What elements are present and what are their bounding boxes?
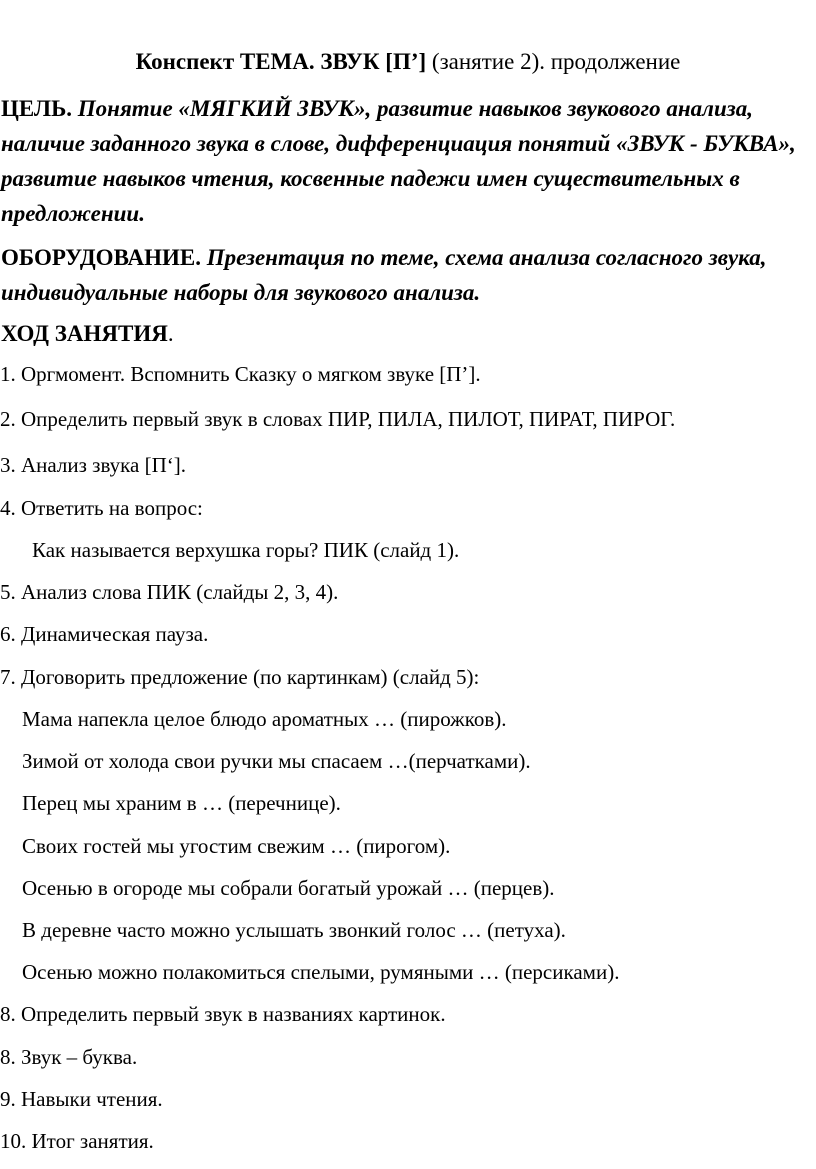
- list-item: 8. Определить первый звук в названиях картинок.: [0, 1002, 446, 1026]
- list-item: 4. Ответить на вопрос:: [0, 496, 203, 520]
- list-item: Зимой от холода свои ручки мы спасаем …(перчатками).: [22, 749, 531, 773]
- list-item: В деревне часто можно услышать звонкий голос … (петуха).: [22, 918, 566, 942]
- course-label: ХОД ЗАНЯТИЯ: [1, 321, 168, 346]
- title-rest-part: (занятие 2). продолжение: [426, 49, 681, 74]
- title-bold-part: Конспект ТЕМА. ЗВУК [П’]: [135, 49, 427, 74]
- list-item: Осенью в огороде мы собрали богатый урожай … (перцев).: [22, 876, 555, 900]
- goal-label: ЦЕЛЬ.: [1, 96, 78, 121]
- list-item: 8. Звук – буква.: [0, 1045, 138, 1069]
- list-item: 1. Оргмомент. Вспомнить Сказку о мягком звуке [П’].: [0, 362, 481, 386]
- list-item: 5. Анализ слова ПИК (слайды 2, 3, 4).: [0, 580, 339, 604]
- course-dot: .: [167, 321, 174, 346]
- list-item: Осенью можно полакомиться спелыми, румяными … (персиками).: [22, 960, 620, 984]
- course-heading: [1, 316, 806, 351]
- list-item: 9. Навыки чтения.: [0, 1087, 163, 1111]
- equipment-paragraph: [1, 240, 806, 310]
- list-item: Мама напекла целое блюдо ароматных … (пирожков).: [22, 707, 507, 731]
- document-title: [0, 44, 816, 80]
- equipment-label: ОБОРУДОВАНИЕ.: [1, 245, 207, 270]
- equipment-text: Презентация по теме, схема анализа согласного звука, индивидуальные наборы для звукового анализа.: [1, 245, 767, 305]
- list-item: 7. Договорить предложение (по картинкам) (слайд 5):: [0, 665, 480, 689]
- list-item: Перец мы храним в … (перечнице).: [22, 791, 341, 815]
- list-item: 2. Определить первый звук в словах ПИР, ПИЛА, ПИЛОТ, ПИРАТ, ПИРОГ.: [0, 407, 676, 431]
- list-item: Своих гостей мы угостим свежим … (пирогом).: [22, 834, 451, 858]
- list-item: 6. Динамическая пауза.: [0, 622, 209, 646]
- list-item: Как называется верхушка горы? ПИК (слайд 1).: [32, 538, 460, 562]
- goal-text: Понятие «МЯГКИЙ ЗВУК», развитие навыков звукового анализа, наличие заданного звука в слове, дифференциация понятий «ЗВУК - БУКВА», развитие навыков чтения, косвенные падежи имен существительных в предложении.: [1, 96, 796, 226]
- goal-paragraph: [1, 91, 806, 231]
- list-item: 10. Итог занятия.: [0, 1129, 154, 1153]
- list-item: 3. Анализ звука [П‘].: [0, 453, 187, 477]
